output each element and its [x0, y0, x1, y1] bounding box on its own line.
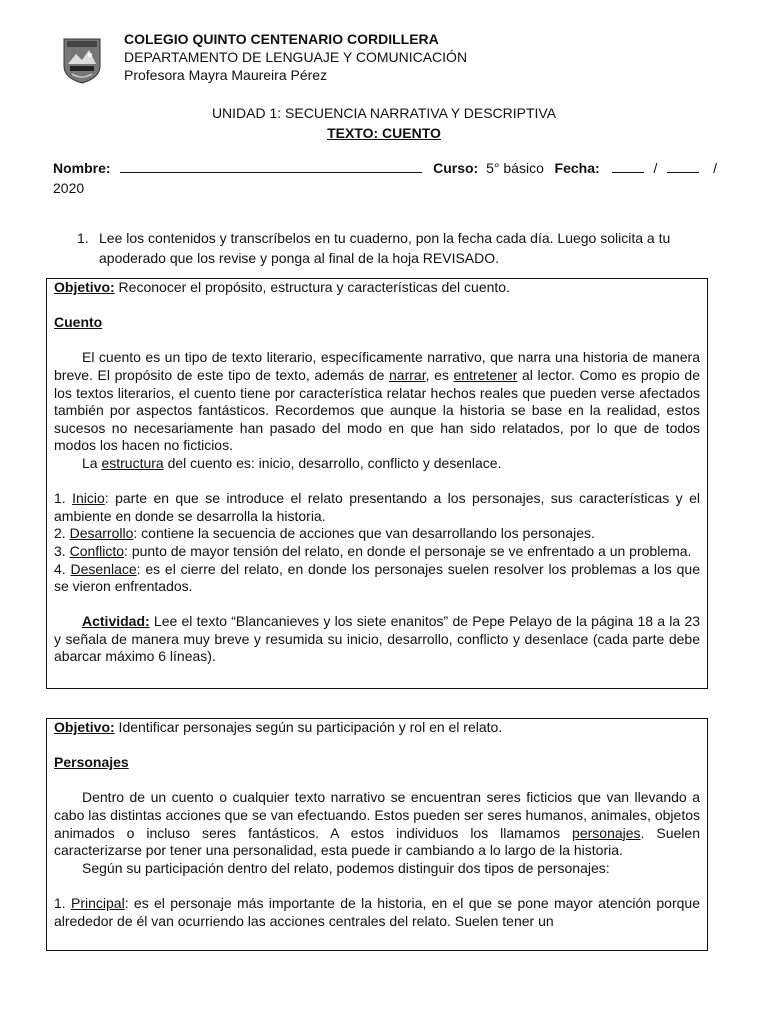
objective-text: Identificar personajes según su participación y rol en el relato.: [114, 719, 503, 735]
instruction-number: 1.: [77, 230, 89, 246]
term-narrar: narrar: [389, 366, 426, 383]
objective-label: Objetivo:: [54, 279, 115, 295]
list-item: 2. Desarrollo: contiene la secuencia de acciones que van desarrollando los personajes.: [54, 525, 595, 542]
date-separator: /: [653, 160, 658, 176]
department-name: DEPARTAMENTO DE LENGUAJE Y COMUNICACIÓN: [124, 49, 468, 65]
term-personajes: personajes: [572, 824, 641, 841]
list-item: 3. Conflicto: punto de mayor tensión del relato, en donde el personaje se ve enfrentado a un problema.: [54, 542, 692, 559]
date-separator: /: [713, 160, 717, 176]
paragraph: La estructura del cuento es: inicio, desarrollo, conflicto y desenlace.: [82, 454, 502, 471]
course-value: 5° básico: [486, 160, 544, 176]
school-crest-icon: [62, 36, 102, 84]
instruction-text: Lee los contenidos y transcríbelos en tu cuaderno, pon la fecha cada día. Luego solicita a tu apoderado que los revise y ponga al final de la hoja REVISADO.: [99, 230, 671, 266]
document-header: [62, 30, 702, 90]
paragraph: Dentro de un cuento o cualquier texto narrativo se encuentran seres ficticios que van llevando a cabo las distintas acciones que se van efectuando. Estos pueden ser seres humanos, animales, objetos animados o incluso seres fantásticos. A estos individuos los llamamos personajes. Suelen caracterizarse por tener una personalidad, esta puede ir cambiando a lo largo de la historia.: [54, 789, 700, 859]
activity-label: Actividad:: [82, 613, 150, 630]
date-label: Fecha:: [554, 160, 600, 176]
text-title: TEXTO: CUENTO: [327, 125, 441, 141]
list-item: 4. Desenlace: es el cierre del relato, en donde los personajes suelen resolver los problemas a los que se vieron enfrentados.: [54, 560, 700, 595]
paragraph: El cuento es un tipo de texto literario, específicamente narrativo, que narra una historia de manera breve. El propósito de este tipo de texto, además de narrar, es entretener al lector. Como es propio de los textos literarios, el cuento tiene por característica relatar hechos reales que pueden verse afectados también por aspectos fantásticos. Recordemos que aunque la historia se base en la realidad, estos sucesos no necesariamente han pasado del modo en que han sido relatados, por lo que de todos modos los hacen no ficticios.: [54, 349, 700, 454]
instruction: [77, 228, 717, 268]
unit-title: UNIDAD 1: SECUENCIA NARRATIVA Y DESCRIPTIVA: [211, 105, 557, 121]
date-month-field[interactable]: [667, 159, 699, 173]
school-name: COLEGIO QUINTO CENTENARIO CORDILLERA: [124, 31, 439, 47]
teacher-name: Profesora Mayra Maureira Pérez: [124, 67, 328, 83]
date-day-field[interactable]: [612, 159, 644, 173]
section-title: Personajes: [54, 754, 129, 771]
term-entretener: entretener: [453, 366, 518, 383]
term-estructura: estructura: [101, 454, 164, 471]
paragraph: Según su participación dentro del relato, podemos distinguir dos tipos de personajes:: [82, 859, 610, 876]
objective-text: Reconocer el propósito, estructura y características del cuento.: [114, 279, 510, 295]
list-item: 1. Inicio: parte en que se introduce el relato presentando a los personajes, sus características y el ambiente en donde se desarrolla la historia.: [54, 490, 700, 524]
year-text: 2020: [53, 180, 85, 196]
list-item: 1. Principal: es el personaje más importante de la historia, en el que se pone mayor atención porque alrededor de él van ocurriendo las acciones centrales del relato. Suelen tener un: [54, 894, 700, 929]
content-box-cuento: [46, 278, 708, 689]
content-box-personajes: [46, 718, 708, 951]
name-label: Nombre:: [53, 160, 111, 176]
activity-paragraph: Actividad: Lee el texto “Blancanieves y los siete enanitos” de Pepe Pelayo de la página 18 a la 23 y señala de manera muy breve y resumida su inicio, desarrollo, conflicto y desenlace (cada parte debe abarcar máximo 6 líneas).: [54, 613, 700, 665]
student-info-form: [53, 158, 717, 198]
name-field[interactable]: [120, 159, 422, 173]
course-label: Curso:: [433, 160, 479, 176]
objective-label: Objetivo:: [54, 719, 115, 735]
section-title: Cuento: [54, 314, 103, 331]
